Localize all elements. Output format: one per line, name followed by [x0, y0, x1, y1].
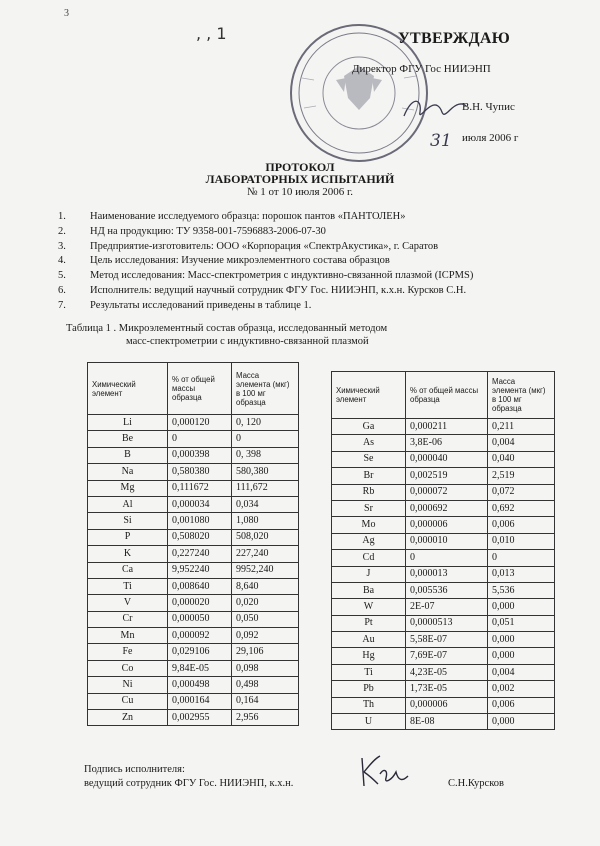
corner-mark: 3 — [64, 8, 69, 19]
table-row — [88, 480, 299, 496]
column-header-mass: Масса элемента (мкг) в 100 мг образца — [232, 363, 299, 415]
mass-value: 508,020 — [232, 529, 299, 545]
percent-value: 0 — [168, 431, 232, 447]
mass-value: 0,072 — [488, 484, 555, 500]
percent-value: 0,029106 — [168, 644, 232, 660]
column-header-mass: Масса элемента (мкг) в 100 мг образца — [488, 372, 555, 419]
percent-value: 7,69E-07 — [406, 648, 488, 664]
element-symbol: Al — [88, 496, 168, 512]
table-row — [88, 415, 299, 431]
element-symbol: W — [332, 599, 406, 615]
mass-value: 0,000 — [488, 632, 555, 648]
mass-value: 0,002 — [488, 681, 555, 697]
list-item — [58, 269, 473, 284]
element-symbol: Ba — [332, 582, 406, 598]
table-row — [88, 644, 299, 660]
item-number: 5. — [58, 270, 66, 282]
element-symbol: Pb — [332, 681, 406, 697]
protocol-subtitle: ЛАБОРАТОРНЫХ ИСПЫТАНИЙ — [205, 172, 395, 186]
table-row — [332, 533, 555, 549]
table-row — [88, 464, 299, 480]
list-item — [58, 240, 473, 255]
executor-signature — [354, 750, 414, 792]
element-symbol: Ti — [332, 664, 406, 680]
mass-value: 0, 398 — [232, 447, 299, 463]
element-symbol: Cd — [332, 550, 406, 566]
table-row — [332, 714, 555, 730]
mass-value: 0,050 — [232, 611, 299, 627]
table-row — [332, 664, 555, 680]
percent-value: 0,0000513 — [406, 615, 488, 631]
table-row — [332, 697, 555, 713]
table-row — [88, 578, 299, 594]
approve-heading: УТВЕРЖДАЮ — [398, 30, 511, 47]
element-symbol: Be — [88, 431, 168, 447]
percent-value: 0,000034 — [168, 496, 232, 512]
mass-value: 0,000 — [488, 599, 555, 615]
item-number: 7. — [58, 299, 66, 311]
table-row — [88, 431, 299, 447]
item-text: Цель исследования: Изучение микроэлементного состава образцов — [90, 255, 390, 267]
percent-value: 0,000006 — [406, 517, 488, 533]
mass-value: 0,692 — [488, 500, 555, 516]
mass-value: 0, 120 — [232, 415, 299, 431]
percent-value: 0,508020 — [168, 529, 232, 545]
percent-value: 0,000010 — [406, 533, 488, 549]
list-item — [58, 225, 473, 240]
mass-value: 580,380 — [232, 464, 299, 480]
percent-value: 0,000398 — [168, 447, 232, 463]
element-symbol: Cr — [88, 611, 168, 627]
elements-table-left — [87, 362, 299, 726]
table-row — [88, 447, 299, 463]
percent-value: 0,580380 — [168, 464, 232, 480]
mass-value: 0,004 — [488, 664, 555, 680]
mass-value: 0,000 — [488, 648, 555, 664]
percent-value: 0,111672 — [168, 480, 232, 496]
element-symbol: Mg — [88, 480, 168, 496]
table-row — [332, 435, 555, 451]
table-row — [88, 660, 299, 676]
mass-value: 29,106 — [232, 644, 299, 660]
percent-value: 1,73E-05 — [406, 681, 488, 697]
mass-value: 0,098 — [232, 660, 299, 676]
table-row — [88, 513, 299, 529]
element-symbol: Co — [88, 660, 168, 676]
mass-value: 0,034 — [232, 496, 299, 512]
mass-value: 0,211 — [488, 419, 555, 435]
percent-value: 0,001080 — [168, 513, 232, 529]
percent-value: 0,000050 — [168, 611, 232, 627]
element-symbol: As — [332, 435, 406, 451]
table-row — [88, 611, 299, 627]
mass-value: 0,013 — [488, 566, 555, 582]
percent-value: 9,84E-05 — [168, 660, 232, 676]
table-row — [332, 500, 555, 516]
item-text: Метод исследования: Масс-спектрометрия с индуктивно-связанной плазмой (ICPMS) — [90, 270, 474, 282]
table-row — [332, 550, 555, 566]
item-number: 1. — [58, 211, 66, 222]
percent-value: 0,000040 — [406, 451, 488, 467]
director-signature — [400, 92, 470, 126]
table-row — [88, 677, 299, 693]
signer-name: С.Н.Курсков — [448, 778, 504, 789]
protocol-title: ПРОТОКОЛ — [265, 160, 335, 174]
item-number: 4. — [58, 255, 66, 267]
element-symbol: Mo — [332, 517, 406, 533]
table-row — [332, 681, 555, 697]
element-symbol: Li — [88, 415, 168, 431]
column-header-element: Химический элемент — [332, 372, 406, 419]
element-symbol: Ag — [332, 533, 406, 549]
mass-value: 1,080 — [232, 513, 299, 529]
element-symbol: Pt — [332, 615, 406, 631]
approval-month: июля 2006 г — [462, 132, 519, 144]
element-symbol: B — [88, 447, 168, 463]
mass-value: 2,519 — [488, 468, 555, 484]
table-row — [88, 693, 299, 709]
item-number: 2. — [58, 225, 66, 237]
mass-value: 227,240 — [232, 546, 299, 562]
table-row — [88, 562, 299, 578]
percent-value: 3,8E-06 — [406, 435, 488, 451]
element-symbol: Hg — [332, 648, 406, 664]
table-row — [332, 599, 555, 615]
table-caption-continued: масс-спектрометрии с индуктивно-связанной плазмой — [126, 336, 369, 347]
item-text: Исполнитель: ведущий научный сотрудник ФГУ Гос. НИИЭНП, к.х.н. Курсков С.Н. — [90, 284, 467, 296]
mass-value: 0,051 — [488, 615, 555, 631]
mass-value: 0,020 — [232, 595, 299, 611]
list-item — [58, 254, 473, 269]
mass-value: 5,536 — [488, 582, 555, 598]
percent-value: 0,227240 — [168, 546, 232, 562]
mass-value: 0,004 — [488, 435, 555, 451]
percent-value: 0,002955 — [168, 710, 232, 726]
list-item — [58, 284, 473, 299]
item-text: НД на продукцию: ТУ 9358-001-7596883-2006-07-30 — [90, 225, 326, 237]
element-symbol: Se — [332, 451, 406, 467]
element-symbol: Fe — [88, 644, 168, 660]
director-title: Директор ФГУ Гос НИИЭНП — [352, 63, 491, 75]
percent-value: 0,000498 — [168, 677, 232, 693]
table-header-row — [332, 372, 555, 419]
table-caption: Таблица 1 . Микроэлементный состав образца, исследованный методом — [66, 323, 388, 334]
table-row — [88, 628, 299, 644]
element-symbol: K — [88, 546, 168, 562]
element-symbol: Br — [332, 468, 406, 484]
percent-value: 0,000013 — [406, 566, 488, 582]
element-symbol: Th — [332, 697, 406, 713]
percent-value: 0,002519 — [406, 468, 488, 484]
element-symbol: Zn — [88, 710, 168, 726]
percent-value: 0,000692 — [406, 500, 488, 516]
column-header-percent: % от общей массы образца — [168, 363, 232, 415]
percent-value: 9,952240 — [168, 562, 232, 578]
element-symbol: Ni — [88, 677, 168, 693]
mass-value: 8,640 — [232, 578, 299, 594]
element-symbol: Rb — [332, 484, 406, 500]
percent-value: 0,008640 — [168, 578, 232, 594]
mass-value: 0,092 — [232, 628, 299, 644]
percent-value: 0,000211 — [406, 419, 488, 435]
list-item — [58, 299, 473, 314]
percent-value: 0 — [406, 550, 488, 566]
table-row — [88, 710, 299, 726]
table-row — [332, 648, 555, 664]
item-number: 6. — [58, 284, 66, 296]
table-row — [332, 419, 555, 435]
element-symbol: Mn — [88, 628, 168, 644]
item-number: 3. — [58, 240, 66, 252]
mass-value: 2,956 — [232, 710, 299, 726]
element-symbol: Au — [332, 632, 406, 648]
table-row — [88, 546, 299, 562]
element-symbol: Si — [88, 513, 168, 529]
table-header-row — [88, 363, 299, 415]
percent-value: 8E-08 — [406, 714, 488, 730]
element-symbol: Cu — [88, 693, 168, 709]
percent-value: 2E-07 — [406, 599, 488, 615]
handwritten-day: 31 — [430, 131, 452, 151]
percent-value: 0,000092 — [168, 628, 232, 644]
percent-value: 0,005536 — [406, 582, 488, 598]
element-symbol: Ti — [88, 578, 168, 594]
table-row — [88, 595, 299, 611]
element-symbol: J — [332, 566, 406, 582]
percent-value: 0,000164 — [168, 693, 232, 709]
table-row — [332, 517, 555, 533]
protocol-items — [58, 210, 473, 314]
column-header-element: Химический элемент — [88, 363, 168, 415]
element-symbol: Ga — [332, 419, 406, 435]
protocol-number-date: № 1 от 10 июля 2006 г. — [246, 186, 354, 198]
percent-value: 0,000020 — [168, 595, 232, 611]
director-name: В.Н. Чупис — [462, 101, 515, 113]
table-row — [88, 496, 299, 512]
table-row — [332, 582, 555, 598]
element-symbol: Sr — [332, 500, 406, 516]
percent-value: 5,58E-07 — [406, 632, 488, 648]
mass-value: 0,498 — [232, 677, 299, 693]
percent-value: 0,000072 — [406, 484, 488, 500]
item-text: Предприятие-изготовитель: ООО «Корпорация «СпектрАкустика», г. Саратов — [90, 240, 439, 252]
table-row — [332, 566, 555, 582]
mass-value: 0 — [232, 431, 299, 447]
element-symbol: Ca — [88, 562, 168, 578]
table-row — [332, 484, 555, 500]
table-row — [332, 615, 555, 631]
mass-value: 0 — [488, 550, 555, 566]
table-row — [88, 529, 299, 545]
handwritten-mark: , , 1 — [196, 24, 227, 43]
element-symbol: V — [88, 595, 168, 611]
table-row — [332, 468, 555, 484]
mass-value: 9952,240 — [232, 562, 299, 578]
mass-value: 0,000 — [488, 714, 555, 730]
element-symbol: Na — [88, 464, 168, 480]
signer-position: ведущий сотрудник ФГУ Гос. НИИЭНП, к.х.н. — [84, 778, 294, 789]
percent-value: 0,000006 — [406, 697, 488, 713]
list-item — [58, 210, 473, 225]
mass-value: 0,010 — [488, 533, 555, 549]
item-text: Наименование исследуемого образца: порошок пантов «ПАНТОЛЕН» — [90, 211, 406, 222]
item-text: Результаты исследований приведены в таблице 1. — [90, 299, 312, 311]
column-header-percent: % от общей массы образца — [406, 372, 488, 419]
mass-value: 0,006 — [488, 697, 555, 713]
percent-value: 0,000120 — [168, 415, 232, 431]
table-row — [332, 632, 555, 648]
table-row — [332, 451, 555, 467]
element-symbol: U — [332, 714, 406, 730]
mass-value: 111,672 — [232, 480, 299, 496]
percent-value: 4,23E-05 — [406, 664, 488, 680]
signature-label: Подпись исполнителя: — [84, 764, 185, 775]
mass-value: 0,006 — [488, 517, 555, 533]
element-symbol: P — [88, 529, 168, 545]
mass-value: 0,040 — [488, 451, 555, 467]
elements-table-right — [331, 371, 555, 730]
mass-value: 0,164 — [232, 693, 299, 709]
